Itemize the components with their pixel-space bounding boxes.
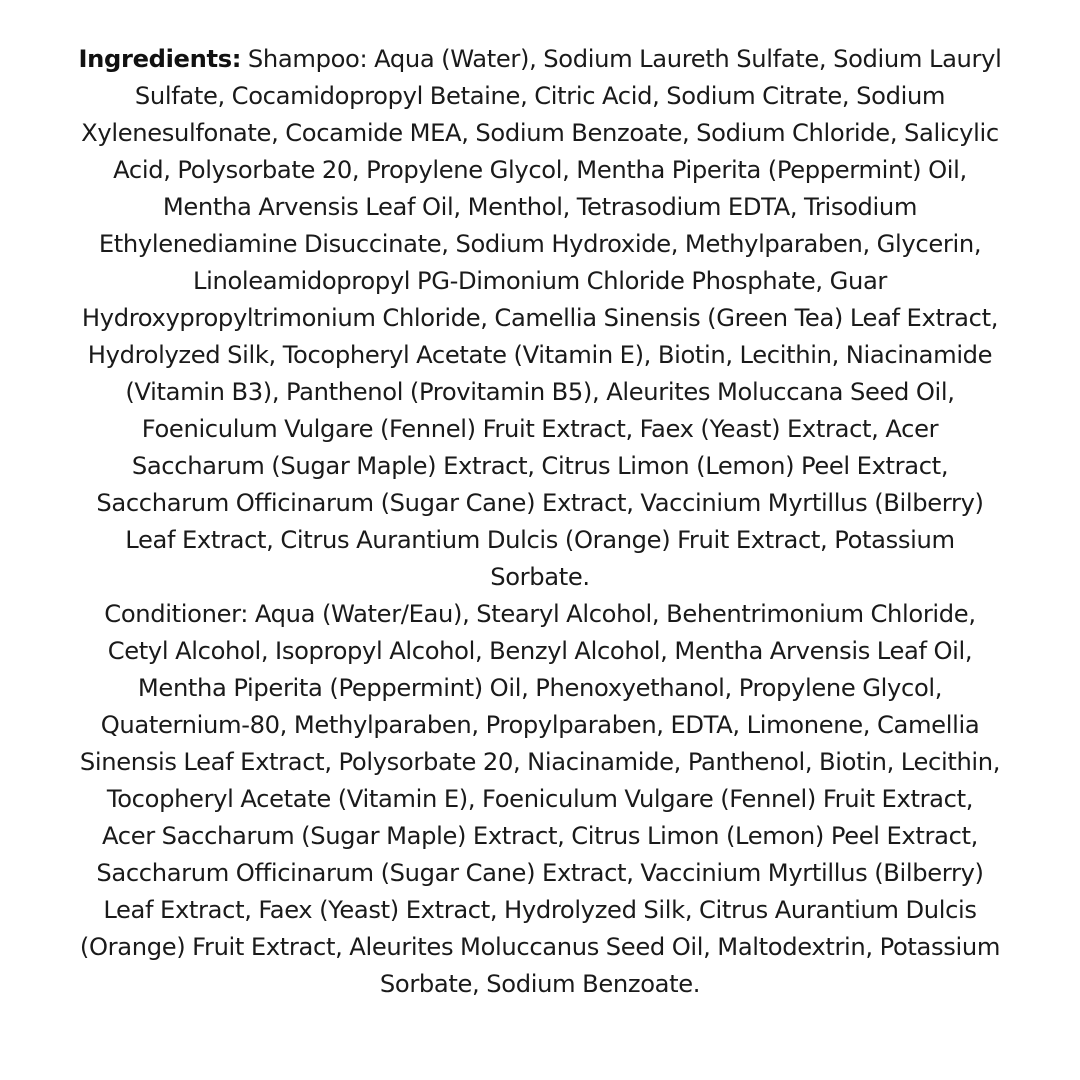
ingredients-heading: Ingredients:: [78, 45, 242, 73]
shampoo-ingredients: [78, 41, 1002, 596]
ingredients-panel: [78, 41, 1002, 1003]
shampoo-ingredients-text: Shampoo: Aqua (Water), Sodium Laureth Sulfate, Sodium Lauryl Sulfate, Cocamidopropyl Betaine, Citric Acid, Sodium Citrate, Sodium Xylenesulfonate, Cocamide MEA, Sodium Benzoate, Sodium Chloride, Salicylic Acid, Polysorbate 20, Propylene Glycol, Mentha Piperita (Peppermint) Oil, Mentha Arvensis Leaf Oil, Menthol, Tetrasodium EDTA, Trisodium Ethylenediamine Disuccinate, Sodium Hydroxide, Methylparaben, Glycerin, Linoleamidopropyl PG-Dimonium Chloride Phosphate, Guar Hydroxypropyltrimonium Chloride, Camellia Sinensis (Green Tea) Leaf Extract, Hydrolyzed Silk, Tocopheryl Acetate (Vitamin E), Biotin, Lecithin, Niacinamide (Vitamin B3), Panthenol (Provitamin B5), Aleurites Moluccana Seed Oil, Foeniculum Vulgare (Fennel) Fruit Extract, Faex (Yeast) Extract, Acer Saccharum (Sugar Maple) Extract, Citrus Limon (Lemon) Peel Extract, Saccharum Officinarum (Sugar Cane) Extract, Vaccinium Myrtillus (Bilberry) Leaf Extract, Citrus Aurantium Dulcis (Orange) Fruit Extract, Potassium Sorbate.: [81, 45, 1002, 591]
conditioner-ingredients: Conditioner: Aqua (Water/Eau), Stearyl Alcohol, Behentrimonium Chloride, Cetyl Alcohol, Isopropyl Alcohol, Benzyl Alcohol, Mentha Arvensis Leaf Oil, Mentha Piperita (Peppermint) Oil, Phenoxyethanol, Propylene Glycol, Quaternium-80, Methylparaben, Propylparaben, EDTA, Limonene, Camellia Sinensis Leaf Extract, Polysorbate 20, Niacinamide, Panthenol, Biotin, Lecithin, Tocopheryl Acetate (Vitamin E), Foeniculum Vulgare (Fennel) Fruit Extract, Acer Saccharum (Sugar Maple) Extract, Citrus Limon (Lemon) Peel Extract, Saccharum Officinarum (Sugar Cane) Extract, Vaccinium Myrtillus (Bilberry) Leaf Extract, Faex (Yeast) Extract, Hydrolyzed Silk, Citrus Aurantium Dulcis (Orange) Fruit Extract, Aleurites Moluccanus Seed Oil, Maltodextrin, Potassium Sorbate, Sodium Benzoate.: [79, 600, 1001, 998]
